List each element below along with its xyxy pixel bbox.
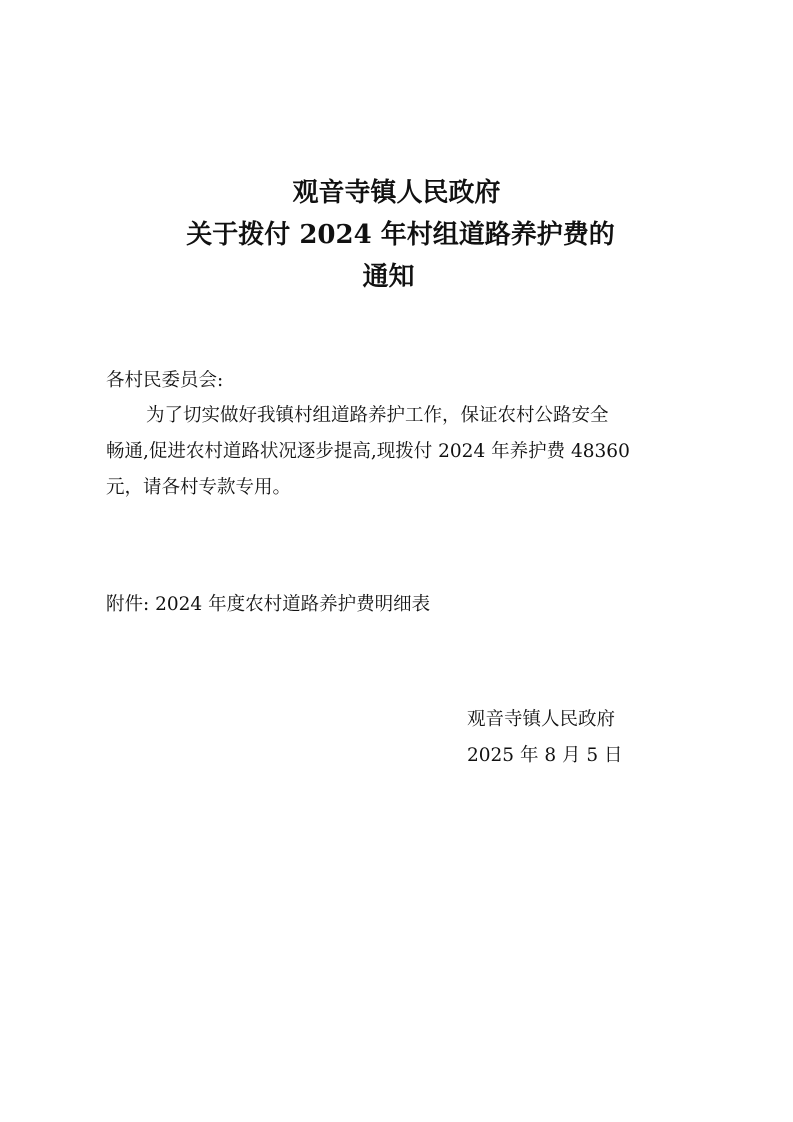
signature-issuer: 观音寺镇人民政府 [467,709,616,730]
signature-date: 2025 年 8 月 5 日 [467,745,623,766]
body-line: 为了切实做好我镇村组道路养护工作，保证农村公路安全 [146,405,609,426]
title-line-issuer: 观音寺镇人民政府 [292,178,501,208]
body-line: 畅通,促进农村道路状况逐步提高,现拨付 2024 年养护费 48360 [106,441,630,462]
attachment-note: 附件: 2024 年度农村道路养护费明细表 [106,594,431,615]
body-paragraph [106,398,690,506]
title-line-subject: 关于拨付 2024 年村组道路养护费的 [186,220,615,250]
title-line-type: 通知 [362,262,415,292]
signature-block [467,702,623,774]
salutation: 各村民委员会: [106,370,224,391]
body-line: 元，请各村专款专用。 [106,477,292,498]
document-title [0,172,793,298]
